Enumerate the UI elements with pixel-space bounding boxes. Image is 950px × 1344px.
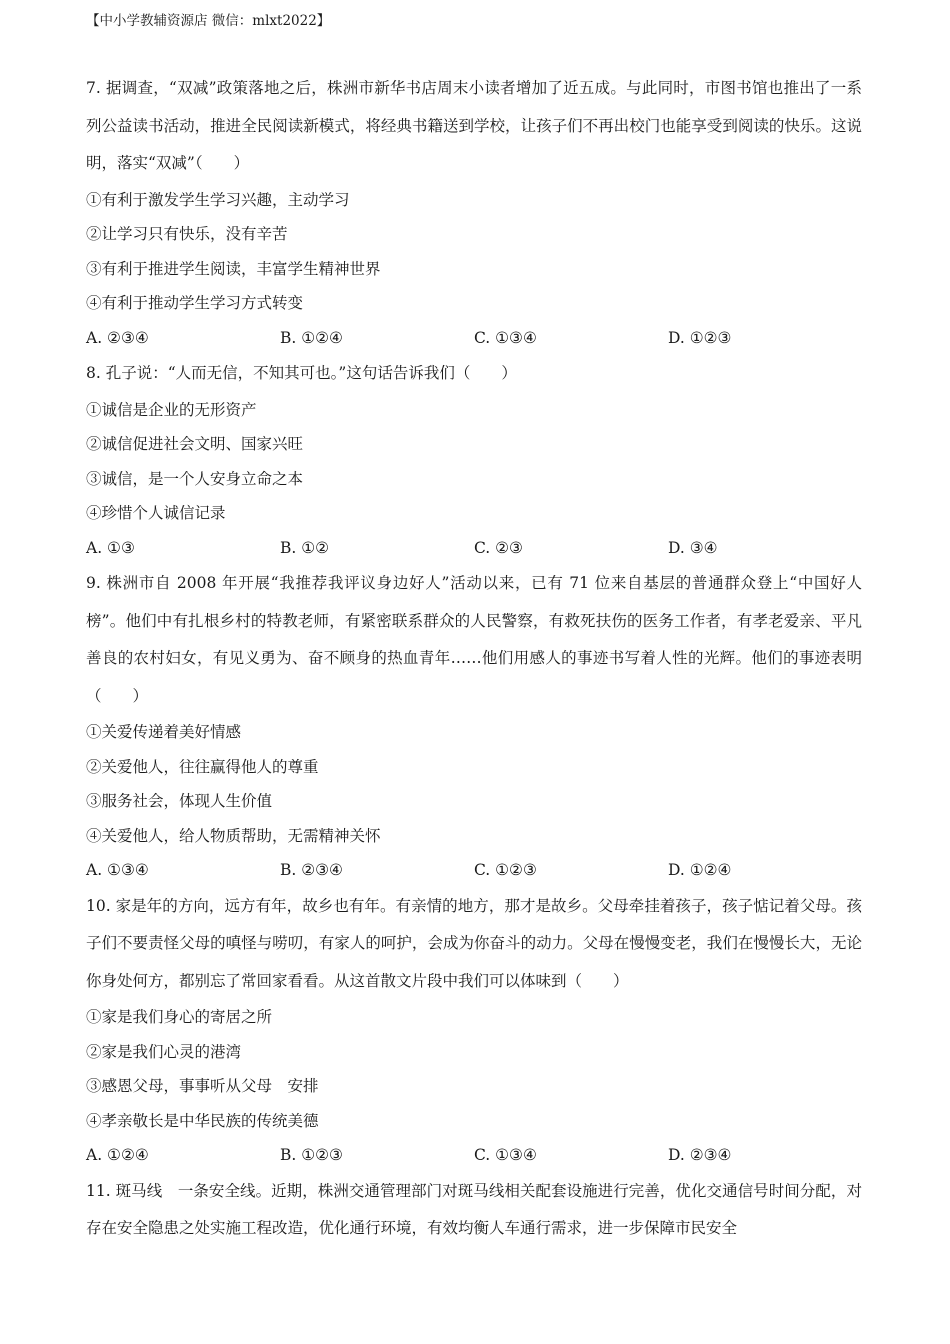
choice-a: A. ①②④ <box>86 1146 149 1164</box>
question-stem: 9. 株洲市自 2008 年开展“我推荐我评议身边好人”活动以来，已有 71 位来自基层的普通群众登上“中国好人榜”。他们中有扎根乡村的特教老师，有紧密联系群众的人民警察，有救死扶伤的医务工作者，有孝老爱亲、平凡善良的农村妇女，有见义勇为、奋不顾身的热血青年……他们用感人的事迹书写着人性的光辉。他们的事迹表明（ ） <box>86 574 862 705</box>
choice-d: D. ③④ <box>668 538 718 557</box>
statement-item: ③诚信，是一个人安身立命之本 <box>86 469 304 488</box>
statement-item: ①诚信是企业的无形资产 <box>86 400 257 419</box>
question-9 <box>86 565 862 888</box>
header-watermark: 【中小学教辅资源店 微信：mlxt2022】 <box>86 13 331 29</box>
choice-b: B. ①②③ <box>280 1146 343 1164</box>
question-10 <box>86 888 862 1173</box>
choice-b: B. ②③④ <box>280 861 343 879</box>
answer-choices <box>86 1138 862 1173</box>
statement-item: ④孝亲敬长是中华民族的传统美德 <box>86 1111 319 1130</box>
choice-a: A. ②③④ <box>86 328 149 347</box>
question-8 <box>86 355 862 565</box>
answer-choices <box>86 321 862 356</box>
statement-item: ③感恩父母，事事听从父母 安排 <box>86 1077 319 1095</box>
statement-item: ③有利于推进学生阅读，丰富学生精神世界 <box>86 259 381 278</box>
question-stem: 7. 据调查，“双减”政策落地之后，株洲市新华书店周末小读者增加了近五成。与此同时，市图书馆也推出了一系列公益读书活动，推进全民阅读新模式，将经典书籍送到学校，让孩子们不再出校门也能享受到阅读的快乐。这说明，落实“双减”（ ） <box>86 79 862 172</box>
choice-c: C. ①③④ <box>474 1146 537 1164</box>
choice-a: A. ①③ <box>86 538 135 557</box>
statement-item: ④珍惜个人诚信记录 <box>86 504 226 522</box>
question-stem: 8. 孔子说：“人而无信，不知其可也。”这句话告诉我们（ ） <box>86 364 517 382</box>
choice-d: D. ①②④ <box>668 861 732 879</box>
statement-item: ③服务社会，体现人生价值 <box>86 792 273 810</box>
statement-item: ②家是我们心灵的港湾 <box>86 1042 242 1061</box>
statement-item: ②诚信促进社会文明、国家兴旺 <box>86 435 304 453</box>
statement-item: ②让学习只有快乐，没有辛苦 <box>86 225 288 243</box>
statement-item: ②关爱他人，往往赢得他人的尊重 <box>86 757 319 776</box>
statement-item: ①关爱传递着美好情感 <box>86 723 242 741</box>
choice-d: D. ①②③ <box>668 328 732 347</box>
choice-c: C. ②③ <box>474 538 523 557</box>
answer-choices <box>86 531 862 566</box>
question-11 <box>86 1173 862 1248</box>
choice-b: B. ①② <box>280 538 330 557</box>
answer-choices <box>86 853 862 888</box>
statement-item: ④有利于推动学生学习方式转变 <box>86 294 304 312</box>
question-list <box>86 70 862 1248</box>
statement-item: ①有利于激发学生学习兴趣，主动学习 <box>86 190 350 209</box>
statement-item: ①家是我们身心的寄居之所 <box>86 1008 273 1026</box>
question-7 <box>86 70 862 355</box>
question-stem: 11. 斑马线 一条安全线。近期，株洲交通管理部门对斑马线相关配套设施进行完善，优化交通信号时间分配，对存在安全隐患之处实施工程改造，优化通行环境，有效均衡人车通行需求，进一步保障市民安全 <box>86 1181 862 1237</box>
choice-b: B. ①②④ <box>280 328 343 347</box>
choice-a: A. ①③④ <box>86 861 149 879</box>
question-stem: 10. 家是年的方向，远方有年，故乡也有年。有亲情的地方，那才是故乡。父母牵挂着孩子，孩子惦记着父母。孩子们不要责怪父母的嗔怪与唠叨，有家人的呵护，会成为你奋斗的动力。父母在慢慢变老，我们在慢慢长大，无论你身处何方，都别忘了常回家看看。从这首散文片段中我们可以体味到（ ） <box>86 896 862 990</box>
choice-c: C. ①②③ <box>474 861 537 879</box>
choice-d: D. ②③④ <box>668 1146 732 1164</box>
choice-c: C. ①③④ <box>474 328 537 347</box>
statement-item: ④关爱他人，给人物质帮助，无需精神关怀 <box>86 826 381 845</box>
